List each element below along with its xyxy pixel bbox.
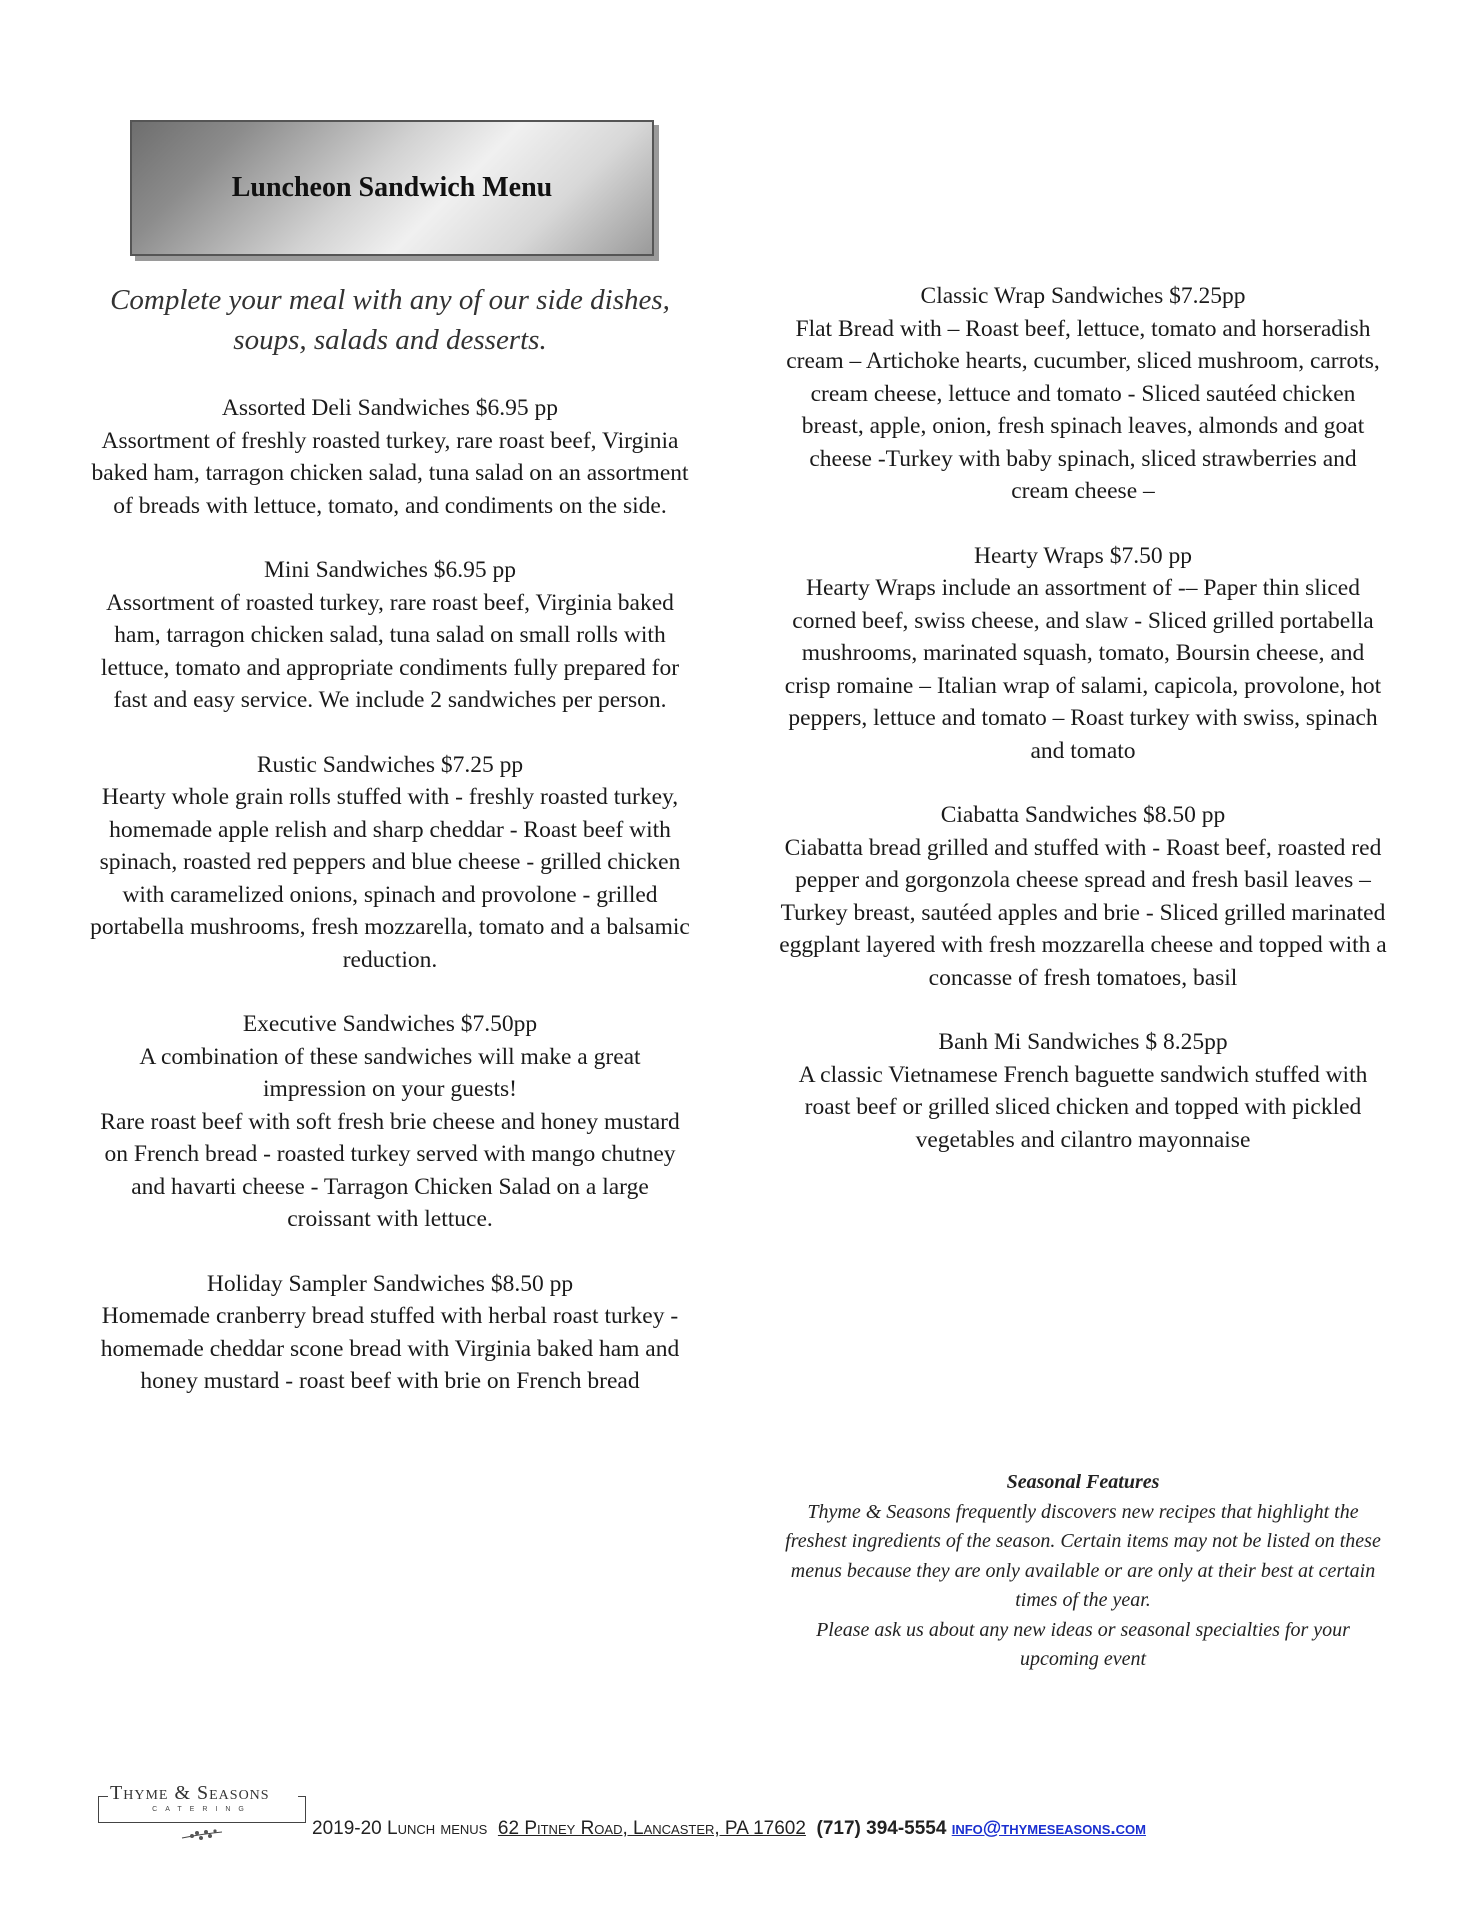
left-column [90,280,690,1430]
page-title: Luncheon Sandwich Menu [231,172,553,203]
footer-address[interactable]: 62 Pitney Road, Lancaster, PA 17602 [497,1818,806,1839]
menu-section-executive [90,1008,690,1236]
section-heading: Rustic Sandwiches $7.25 pp [256,751,524,778]
logo-name: Thyme & Seasons [110,1782,270,1804]
intro-text: Complete your meal with any of our side dishes, soups, salads and desserts. [110,284,670,356]
section-body: Rare roast beef with soft fresh brie cheese and honey mustard on French bread - roasted turkey served with mango chutney and havarti cheese - Tarragon Chicken Salad on a large croissant with lettuce. [100,1108,680,1232]
logo-frame [98,1822,306,1823]
section-body: Hearty Wraps include an assortment of -– Paper thin sliced corned beef, swiss cheese, and slaw - Sliced grilled portabella mushrooms, marinated squash, tomato, Boursin cheese, and crisp romaine – Italian wrap of salami, capicola, provolone, hot peppers, lettuce and tomato – Roast turkey with swiss, spinach and tomato [784,575,1382,764]
menu-section-classic-wrap [778,280,1388,508]
logo-frame [98,1796,108,1797]
menu-section-mini [90,554,690,717]
section-heading: Classic Wrap Sandwiches $7.25pp [920,283,1246,309]
section-heading: Executive Sandwiches $7.50pp [242,1011,538,1037]
logo-subtitle: CATERING [152,1806,252,1813]
right-column [778,280,1388,1188]
section-heading: Mini Sandwiches $6.95 pp [264,557,516,583]
seasonal-title: Seasonal Features [1006,1471,1160,1493]
seasonal-body: Thyme & Seasons frequently discovers new recipes that highlight the freshest ingredients of the season. Certain items may not be listed on these menus because they are only available or are only at their best at certain times of the year. [785,1500,1381,1611]
section-heading: Hearty Wraps $7.50 pp [974,542,1192,569]
section-body: Flat Bread with – Roast beef, lettuce, tomato and horseradish cream – Artichoke hearts, cucumber, sliced mushroom, carrots, cream cheese, lettuce and tomato - Sliced sautéed chicken breast, apple, onion, fresh spinach leaves, almonds and goat cheese -Turkey with baby spinach, sliced strawberries and cream cheese – [786,315,1380,504]
section-body: A classic Vietnamese French baguette sandwich stuffed with roast beef or grilled sliced chicken and topped with pickled vegetables and cilantro mayonnaise [798,1061,1368,1153]
footer [312,1818,1146,1840]
company-logo [98,1782,306,1846]
menu-section-holiday [90,1268,690,1398]
thyme-sprig-icon [178,1824,226,1846]
section-heading: Ciabatta Sandwiches $8.50 pp [940,802,1226,828]
section-body: Hearty whole grain rolls stuffed with - freshly roasted turkey, homemade apple relish and sharp cheddar - Roast beef with spinach, roasted red peppers and blue cheese - grilled chicken with caramelized onions, spinach and provolone - grilled portabella mushrooms, fresh mozzarella, tomato and a balsamic reduction. [90,784,690,973]
footer-phone[interactable]: (717) 394-5554 [816,1818,947,1839]
footer-menus: 2019-20 Lunch menus [312,1818,488,1839]
section-heading: Assorted Deli Sandwiches $6.95 pp [221,395,559,421]
section-body: Ciabatta bread grilled and stuffed with - Roast beef, roasted red pepper and gorgonzola cheese spread and fresh basil leaves – Turkey breast, sautéed apples and brie - Sliced grilled marinated eggplant layered with fresh mozzarella cheese and topped with a concasse of fresh tomatoes, basil [779,834,1387,991]
section-body: Assortment of roasted turkey, rare roast beef, Virginia baked ham, tarragon chicken salad, tuna salad on small rolls with lettuce, tomato and appropriate condiments fully prepared for fast and easy service. We include 2 sandwiches per person. [100,589,680,713]
menu-section-rustic [90,749,690,977]
seasonal-features [778,1468,1388,1675]
section-body: Assortment of freshly roasted turkey, rare roast beef, Virginia baked ham, tarragon chicken salad, tuna salad on an assortment of breads with lettuce, tomato, and condiments on the side. [91,427,689,519]
section-intro: A combination of these sandwiches will make a great impression on your guests! [139,1043,641,1102]
section-body: Homemade cranberry bread stuffed with herbal roast turkey - homemade cheddar scone bread with Virginia baked ham and honey mustard - roast beef with brie on French bread [100,1303,680,1394]
footer-email-link[interactable]: info@thymeseasons.com [951,1818,1146,1839]
menu-section-ciabatta [778,799,1388,994]
section-heading: Holiday Sampler Sandwiches $8.50 pp [206,1270,574,1297]
title-banner [130,120,654,256]
menu-section-banh-mi [778,1026,1388,1156]
menu-section-deli [90,392,690,522]
section-heading: Banh Mi Sandwiches $ 8.25pp [938,1029,1228,1055]
seasonal-note: Please ask us about any new ideas or seasonal specialties for your upcoming event [816,1618,1350,1670]
menu-section-hearty-wraps [778,540,1388,768]
